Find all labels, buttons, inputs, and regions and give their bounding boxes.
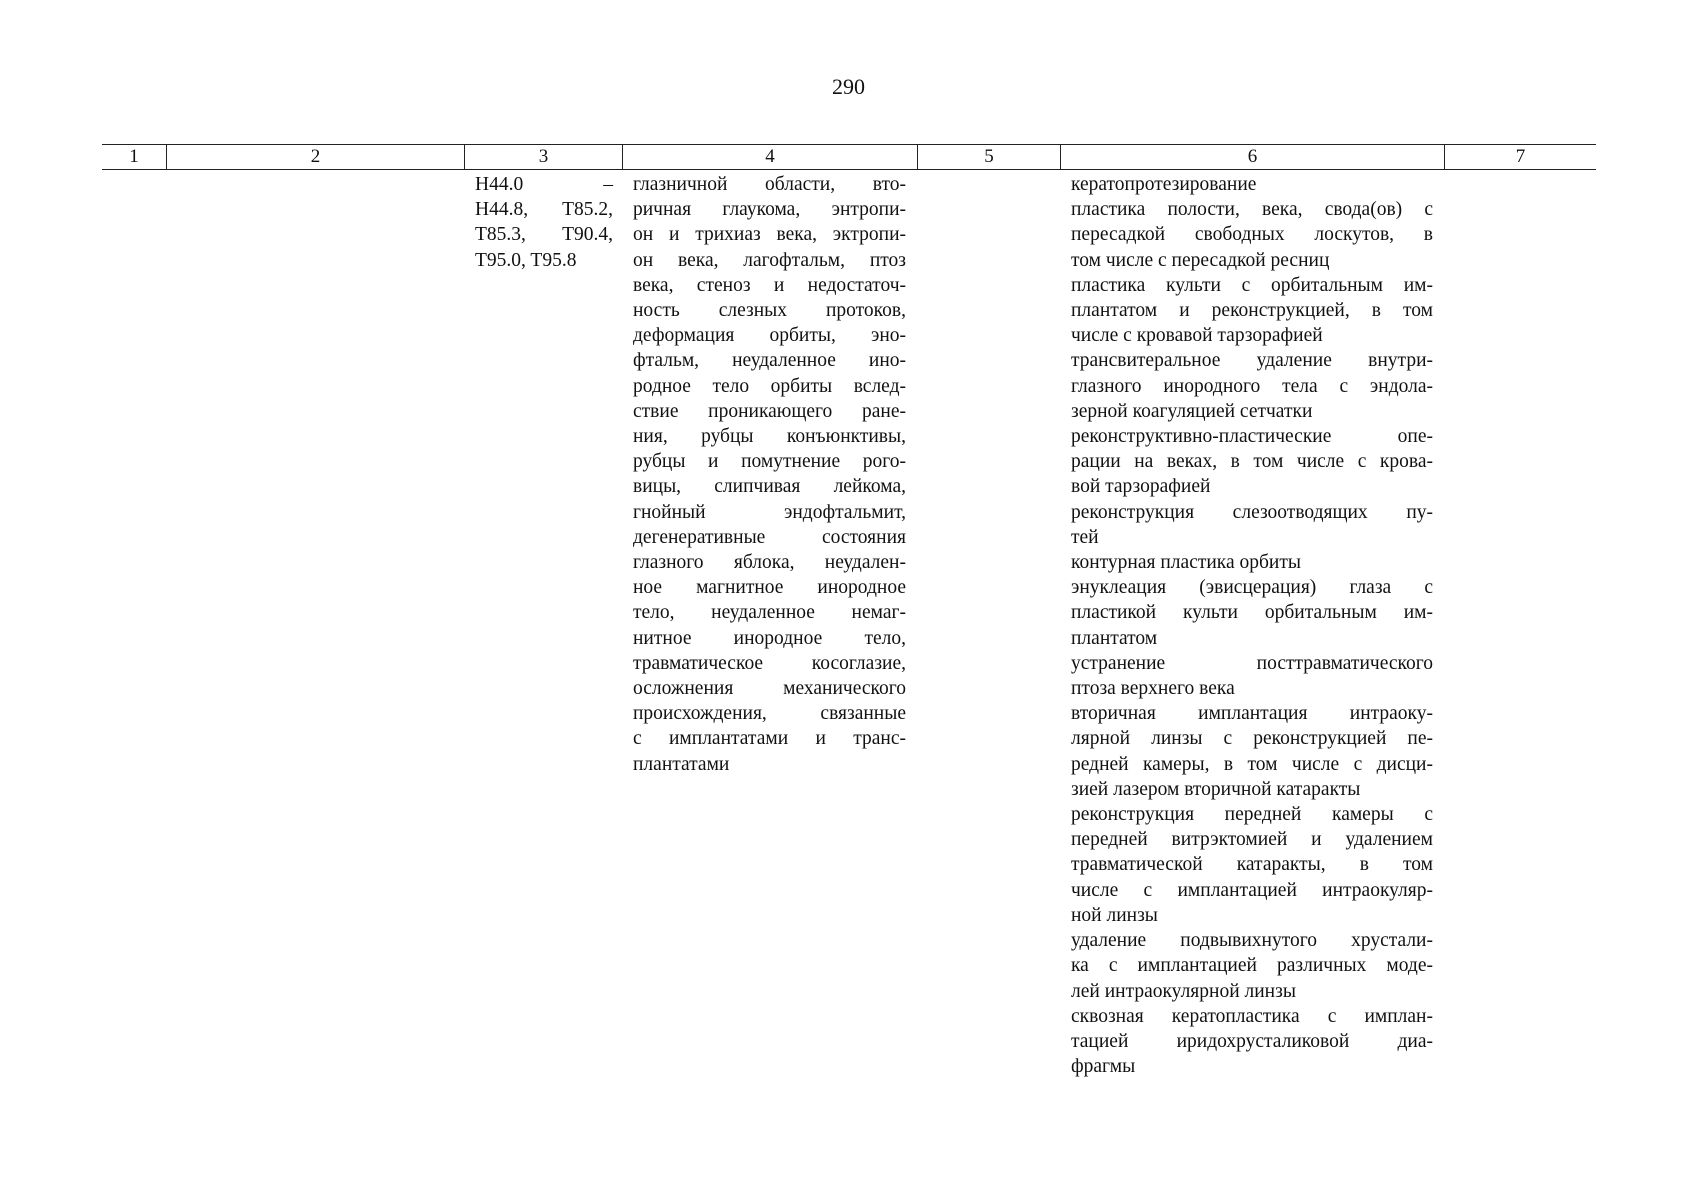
header-cell-3: 3 (465, 145, 623, 169)
condition-description-cell (633, 172, 906, 777)
page-number: 290 (832, 74, 865, 99)
treatment-method-item (1071, 500, 1433, 550)
treatment-method-line: реконструктивно-пластические опе- (1071, 426, 1433, 448)
treatment-method-line: зией лазером вторичной катаракты (1071, 778, 1361, 800)
treatment-method-line: тей (1071, 526, 1099, 548)
header-cell-2: 2 (167, 145, 465, 169)
treatment-method-line: пластика культи с орбитальным им- (1071, 274, 1433, 296)
treatment-method-line: пересадкой свободных лоскутов, в (1071, 224, 1433, 246)
treatment-method-line: пластика полости, века, свода(ов) с (1071, 199, 1433, 221)
condition-description-line: дегенеративные состояния (633, 526, 906, 548)
treatment-methods-cell (1071, 172, 1433, 1079)
treatment-method-item (1071, 197, 1433, 273)
treatment-method-line: передней витрэктомией и удалением (1071, 829, 1433, 851)
treatment-method-line: редней камеры, в том числе с дисци- (1071, 753, 1433, 775)
treatment-method-item (1071, 550, 1433, 575)
treatment-method-line: вторичная имплантация интраоку- (1071, 703, 1433, 725)
treatment-method-line: лярной линзы с реконструкцией пе- (1071, 728, 1433, 750)
treatment-method-line: энуклеация (эвисцерация) глаза с (1071, 577, 1433, 599)
header-cell-4: 4 (623, 145, 918, 169)
treatment-method-item (1071, 928, 1433, 1004)
diagnosis-code-line: T95.0, T95.8 (475, 249, 577, 271)
condition-description-line: ность слезных протоков, (633, 300, 906, 322)
diagnosis-code-line: H44.0 – (475, 174, 613, 195)
condition-description-line: происхождения, связанные (633, 703, 906, 725)
treatment-method-item (1071, 348, 1433, 424)
treatment-method-line: пластикой культи орбитальным им- (1071, 602, 1433, 624)
condition-description-line: плантатами (633, 753, 730, 775)
treatment-method-item (1071, 701, 1433, 802)
treatment-method-item (1071, 172, 1433, 197)
treatment-method-line: рации на веках, в том числе с крова- (1071, 451, 1433, 473)
condition-description-line: он века, лагофтальм, птоз (633, 249, 906, 271)
condition-description-line: глазного яблока, неудален- (633, 552, 906, 574)
treatment-method-line: тацией иридохрусталиковой диа- (1071, 1030, 1433, 1052)
treatment-method-line: сквозная кератопластика с имплан- (1071, 1005, 1433, 1027)
treatment-method-line: птоза верхнего века (1071, 678, 1235, 700)
treatment-method-line: плантатом и реконструкцией, в том (1071, 300, 1433, 322)
treatment-method-line: кератопротезирование (1071, 174, 1257, 195)
header-cell-6: 6 (1061, 145, 1445, 169)
treatment-method-item (1071, 575, 1433, 651)
treatment-method-line: контурная пластика орбиты (1071, 552, 1301, 574)
condition-description-line: осложнения механического (633, 678, 906, 700)
condition-description-line: вицы, слипчивая лейкома, (633, 476, 906, 498)
treatment-method-line: лей интраокулярной линзы (1071, 980, 1296, 1002)
condition-description-line: ствие проникающего ране- (633, 400, 906, 422)
treatment-method-line: удаление подвывихнутого хрустали- (1071, 930, 1433, 952)
diagnosis-code-line: H44.8, T85.2, (475, 199, 613, 221)
treatment-method-line: числе с кровавой тарзорафией (1071, 325, 1323, 347)
treatment-method-line: устранение посттравматического (1071, 652, 1433, 674)
diagnosis-code-line: T85.3, T90.4, (475, 224, 613, 246)
diagnosis-codes-cell (475, 172, 613, 273)
treatment-method-item (1071, 651, 1433, 701)
condition-description-line: рубцы и помутнение рого- (633, 451, 906, 473)
header-cell-1: 1 (102, 145, 167, 169)
condition-description-line: фтальм, неудаленное ино- (633, 350, 906, 372)
condition-description-line: ричная глаукома, энтропи- (633, 199, 906, 221)
condition-description-line: травматическое косоглазие, (633, 652, 906, 674)
treatment-method-line: том числе с пересадкой ресниц (1071, 249, 1330, 271)
treatment-method-line: реконструкция передней камеры с (1071, 804, 1433, 826)
condition-description-line: он и трихиаз века, эктропи- (633, 224, 906, 246)
treatment-method-line: ка с имплантацией различных моде- (1071, 955, 1433, 977)
condition-description-line: с имплантатами и транс- (633, 728, 906, 750)
condition-description-line: родное тело орбиты вслед- (633, 375, 906, 397)
treatment-method-line: глазного инородного тела с эндола- (1071, 375, 1433, 397)
condition-description-line: ния, рубцы конъюнктивы, (633, 426, 906, 448)
treatment-method-item (1071, 802, 1433, 928)
header-cell-5: 5 (918, 145, 1061, 169)
condition-description-line: века, стеноз и недостаточ- (633, 274, 906, 296)
condition-description-line: гнойный эндофтальмит, (633, 501, 906, 523)
header-cell-7: 7 (1515, 146, 1526, 167)
treatment-method-line: травматической катаракты, в том (1071, 854, 1433, 876)
treatment-method-line: плантатом (1071, 627, 1158, 649)
condition-description-line: ное магнитное инородное (633, 577, 906, 599)
treatment-method-line: ной линзы (1071, 904, 1158, 926)
treatment-method-line: трансвитеральное удаление внутри- (1071, 350, 1433, 372)
treatment-method-line: реконструкция слезоотводящих пу- (1071, 501, 1433, 523)
treatment-method-line: числе с имплантацией интраокуляр- (1071, 879, 1433, 901)
condition-description-line: тело, неудаленное немаг- (633, 602, 906, 624)
treatment-method-item (1071, 273, 1433, 349)
treatment-method-line: зерной коагуляцией сетчатки (1071, 400, 1313, 422)
treatment-method-line: вой тарзорафией (1071, 476, 1211, 498)
condition-description-line: деформация орбиты, эно- (633, 325, 906, 347)
treatment-method-item (1071, 424, 1433, 500)
condition-description-line: нитное инородное тело, (633, 627, 906, 649)
table-header-row (102, 144, 1596, 170)
treatment-method-item (1071, 1004, 1433, 1080)
treatment-method-line: фрагмы (1071, 1056, 1136, 1078)
condition-description-line: глазничной области, вто- (633, 174, 906, 195)
